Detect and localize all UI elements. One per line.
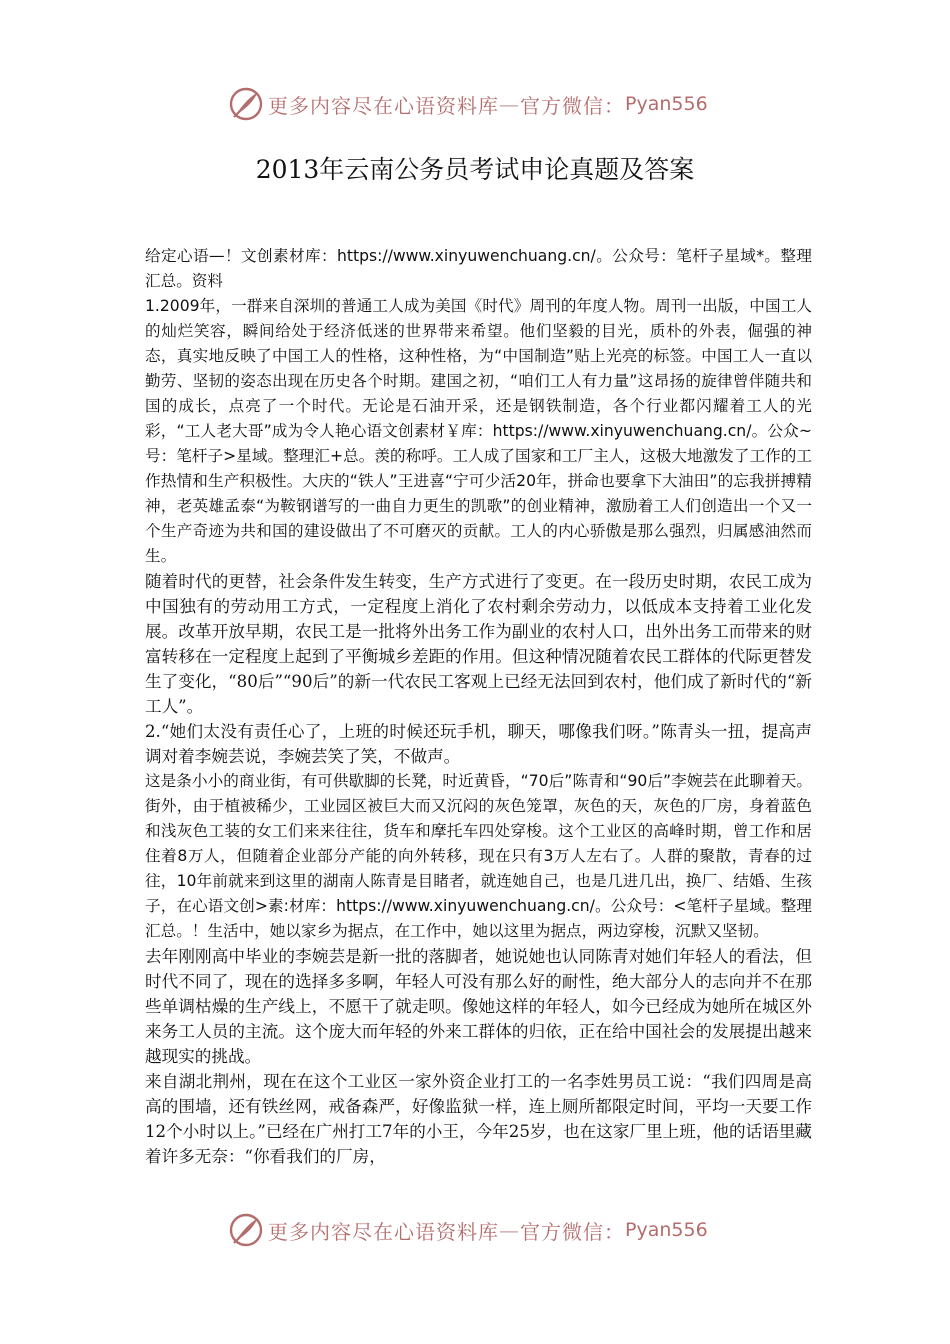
banner-account: Pyan556 [625,93,708,115]
banner-slogan: 更多内容尽在心语资料库 [268,93,499,118]
header-watermark-banner [228,84,708,124]
banner-dash: — [499,92,520,116]
banner-dash: — [499,1218,520,1242]
footer-watermark-banner [228,1210,708,1250]
paragraph-worker-quotes: 来自湖北荆州，现在在这个工业区一家外资企业打工的一名李姓男员工说：“我们四周是高高的围墙，还有铁丝网，戒备森严，好像监狱一样，连上厕所都限定时间，平均一天要工作12个小时以上。”已经在广州打工7年的小王，今年25岁，也在这家厂里上班，他的话语里藏着许多无奈：“你看我们的厂房， [145,1072,812,1166]
paragraph-commercial-street: 这是条小小的商业街，有可供歇脚的长凳，时近黄昏，“70后”陈青和“90后”李婉芸在此聊着天。街外，由于植被稀少，工业园区被巨大而又沉闷的灰色笼罩，灰色的天，灰色的厂房，身着蓝色和浅灰色工装的女工们来来往往，货车和摩托车四处穿梭。这个工业区的高峰时期，曾工作和居住着8万人，但随着企业部分产能的向外转移，现在只有3万人左右了。人群的聚散，青春的过往，10年前就来到这里的湖南人陈青是目睹者，就连她自己，也是几进几出，换厂、结婚、生孩子，在心语文创>素:材库：https://www.xinyuwenchuang.cn/。公众号：<笔杆子星域。整理汇总。！生活中，她以家乡为据点，在工作中，她以这里为据点，两边穿梭，沉默又坚韧。 [145,772,812,940]
page-title: 2013年云南公务员考试申论真题及答案 [255,155,695,184]
paragraph-material-1: 1.2009年，一群来自深圳的普通工人成为美国《时代》周刊的年度人物。周刊一出版，中国工人的灿烂笑容，瞬间给处于经济低迷的世界带来希望。他们坚毅的目光，质朴的外表，倔强的神态，真实地反映了中国工人的性格，这种性格，为“中国制造”贴上光亮的标签。中国工人一直以勤劳、坚韧的姿态出现在历史各个时期。建国之初，“咱们工人有力量”这昂扬的旋律曾伴随共和国的成长，点亮了一个时代。无论是石油开采，还是钢铁制造，各个行业都闪耀着工人的光彩，“工人老大哥”成为令人艳心语文创素材￥库：https://www.xinyuwenchuang.cn/。公众~号：笔杆子>星域。整理汇+总。羡的称呼。工人成了国家和工厂主人，这极大地激发了工作的工作热情和生产积极性。大庆的“铁人”王进喜“宁可少活20年，拼命也要拿下大油田”的忘我拼搏精神，老英雄孟泰“为鞍钢谱写的一曲自力更生的凯歌”的创业精神，激励着工人们创造出一个又一个生产奇迹为共和国的建设做出了不可磨灭的贡献。工人的内心骄傲是那么强烈，归属感油然而生。 [145,297,812,565]
paragraph-material-2: 2.“她们太没有责任心了，上班的时候还玩手机，聊天，哪像我们呀。”陈青头一扭，提高声调对着李婉芸说，李婉芸笑了笑，不做声。 [145,722,812,766]
banner-official-label: 官方微信： [520,1219,625,1244]
quill-logo-icon [228,1212,264,1248]
paragraph-new-workers: 随着时代的更替，社会条件发生转变，生产方式进行了变更。在一段历史时期，农民工成为中国独有的劳动用工方式，一定程度上消化了农村剩余劳动力，以低成本支持着工业化发展。改革开放早期，农民工是一批将外出务工作为副业的农村人口，出外出务工而带来的财富转移在一定程度上起到了平衡城乡差距的作用。但这种情况随着农民工群体的代际更替发生了变化，“80后”“90后”的新一代农民工客观上已经无法回到农村，他们成了新时代的“新工人”。 [145,572,812,716]
quill-logo-icon [228,86,264,122]
document-body [145,244,812,1169]
banner-slogan: 更多内容尽在心语资料库 [268,1219,499,1244]
paragraph-li-wanyun: 去年刚刚高中毕业的李婉芸是新一批的落脚者，她说她也认同陈青对她们年轻人的看法，但时代不同了，现在的选择多多啊，年轻人可没有那么好的耐性，绝大部分人的志向并不在那些单调枯燥的生产线上，不愿干了就走呗。像她这样的年轻人，如今已经成为她所在城区外来务工人员的主流。这个庞大而年轻的外来工群体的归依，正在给中国社会的发展提出越来越现实的挑战。 [145,947,812,1066]
paragraph-source-note: 给定心语—！文创素材库：https://www.xinyuwenchuang.cn/。公众号：笔杆子星域*。整理汇总。资料 [145,247,812,290]
banner-official-label: 官方微信： [520,93,625,118]
banner-account: Pyan556 [625,1219,708,1241]
